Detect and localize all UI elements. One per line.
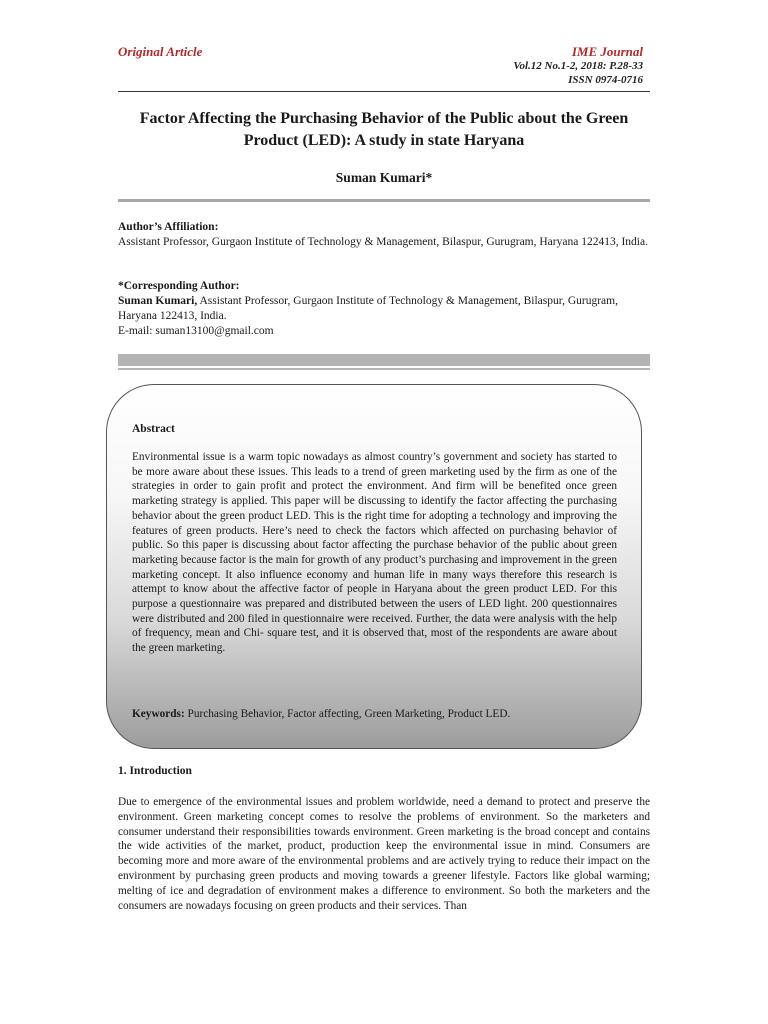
author-divider <box>118 199 650 202</box>
journal-volume: Vol.12 No.1-2, 2018: P.28-33 <box>513 60 643 72</box>
journal-info <box>513 44 643 87</box>
corresponding-email: E-mail: suman13100@gmail.com <box>118 325 274 337</box>
section-divider-band <box>118 354 650 366</box>
abstract-heading: Abstract <box>132 423 175 435</box>
affiliation-label: Author’s Affiliation: <box>118 221 219 233</box>
journal-issn: ISSN 0974-0716 <box>568 74 643 86</box>
journal-name: IME Journal <box>571 44 643 59</box>
keywords-text: Purchasing Behavior, Factor affecting, Green Marketing, Product LED. <box>184 708 511 720</box>
introduction-text: Due to emergence of the environmental issues and problem worldwide, need a demand to protect and preserve the environment. Green marketing concept comes to resolve the problems of environment. So the marketers and consumer understand their responsibilities towards environment. Green marketing is the broad concept and contains the wide activities of the market, product, production keep the environmental issue in mind. Consumers are becoming more and more aware of the environmental problems and are actively trying to reduce their impact on the environment by purchasing green products and moving towards a greener lifestyle. Factors like global warming; melting of ice and degradation of environment makes a difference to environment. So both the marketers and the consumers are nowadays focusing on green products and their services. Than <box>118 796 650 912</box>
corresponding-label: *Corresponding Author: <box>118 280 240 292</box>
author-name: Suman Kumari* <box>335 170 433 185</box>
header-divider <box>118 91 650 92</box>
paper-title: Factor Affecting the Purchasing Behavior of the Public about the Green Product (LED): A study in state Haryana <box>139 110 629 149</box>
introduction-heading: 1. Introduction <box>118 765 192 777</box>
corresponding-name: Suman Kumari, <box>118 295 198 307</box>
author-affiliation <box>118 220 650 250</box>
corresponding-author <box>118 279 650 339</box>
abstract-text: Environmental issue is a warm topic nowadays as almost country’s government and society has started to be more aware about these issues. This leads to a trend of green marketing used by the firm as one of the strategies in order to gain profit and protect the environment. And firm will be benefited once green marketing strategy is applied. This paper will be discussing to identify the factor affecting the purchasing behavior about the green product LED. This is the right time for adopting a technology and improving the features of green products. Here’s need to check the factors which affected on purchasing behavior of public. So this paper is discussing about factor affecting the purchase behavior of the public about green marketing because factor is the main for growth of any product’s purchasing and improvement in the green marketing concept. It also influence economy and human life in many ways therefore this research is attempt to know about the affective factor of people in Haryana about the green product LED. For this purpose a questionnaire was prepared and distributed between the users of LED light. 200 questionnaires were distributed and 200 filed in questionnaire were received. Further, the data were analysis with the help of frequency, mean and Chi- square test, and it is observed that, most of the respondents are aware about the green marketing. <box>132 451 617 655</box>
corresponding-text: Assistant Professor, Gurgaon Institute of Technology & Management, Bilaspur, Gurugram, Haryana 122413, India. <box>118 295 618 322</box>
section-divider-line <box>118 368 650 370</box>
keywords <box>132 708 622 720</box>
affiliation-text: Assistant Professor, Gurgaon Institute of Technology & Management, Bilaspur, Gurugram, Haryana 122413, India. <box>118 236 648 248</box>
keywords-label: Keywords: <box>132 708 185 720</box>
article-type-label: Original Article <box>118 44 203 59</box>
